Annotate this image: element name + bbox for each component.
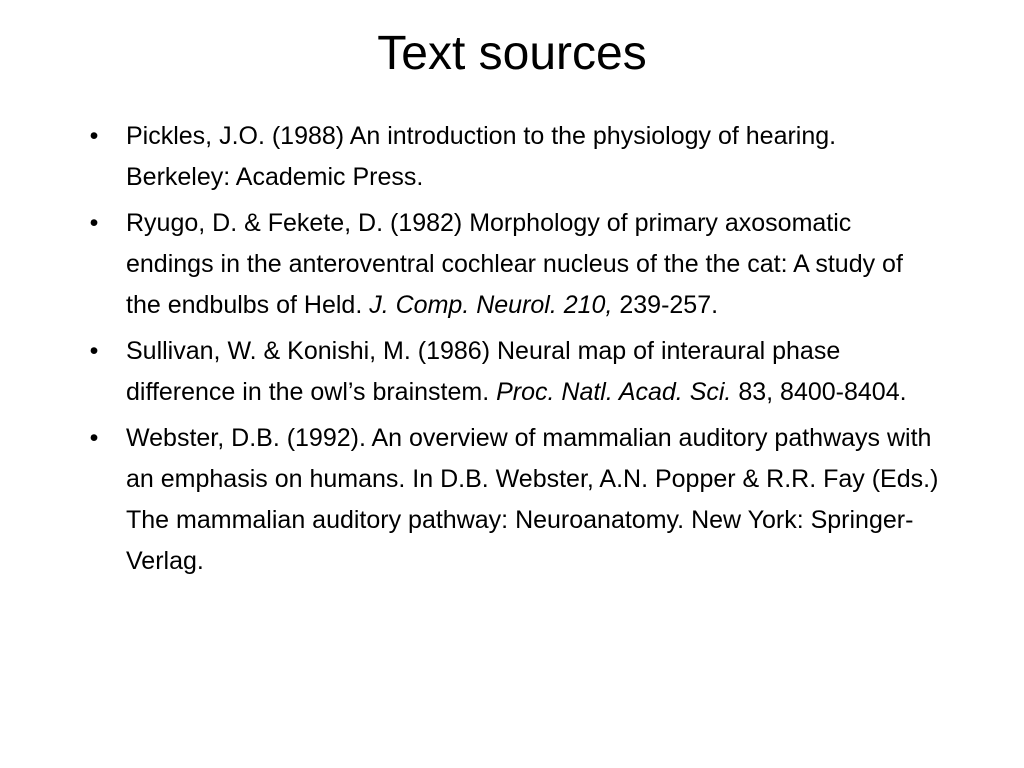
reference-journal: J. Comp. Neurol. 210,	[369, 291, 613, 319]
bullet-icon: •	[89, 337, 99, 365]
reference-journal: Proc. Natl. Acad. Sci.	[496, 378, 732, 406]
reference-item	[84, 331, 944, 413]
reference-item	[84, 203, 944, 326]
reference-list	[84, 116, 944, 587]
bullet-icon: •	[89, 209, 99, 237]
reference-pages: 239-257.	[612, 291, 719, 319]
bullet-icon: •	[89, 424, 99, 452]
reference-item	[84, 116, 944, 198]
reference-text: Webster, D.B. (1992). An overview of mammalian auditory pathways with an emphasis on humans. In D.B. Webster, A.N. Popper & R.R. Fay (Eds.) The mammalian auditory pathway: Neuroanatomy. New York: Springer-Verlag.	[126, 424, 939, 575]
reference-item	[84, 418, 944, 582]
reference-text: Ryugo, D. & Fekete, D. (1982) Morphology of primary axosomatic endings in the anteroventral cochlear nucleus of the the cat: A study of the endbulbs of Held.	[126, 209, 903, 319]
reference-text: Sullivan, W. & Konishi, M. (1986) Neural map of interaural phase difference in the owl’s brainstem.	[126, 337, 841, 406]
slide-title: Text sources	[377, 27, 647, 80]
bullet-icon: •	[89, 122, 99, 150]
reference-text: Pickles, J.O. (1988) An introduction to the physiology of hearing. Berkeley: Academic Press.	[126, 122, 837, 191]
reference-pages: 83, 8400-8404.	[731, 378, 907, 406]
